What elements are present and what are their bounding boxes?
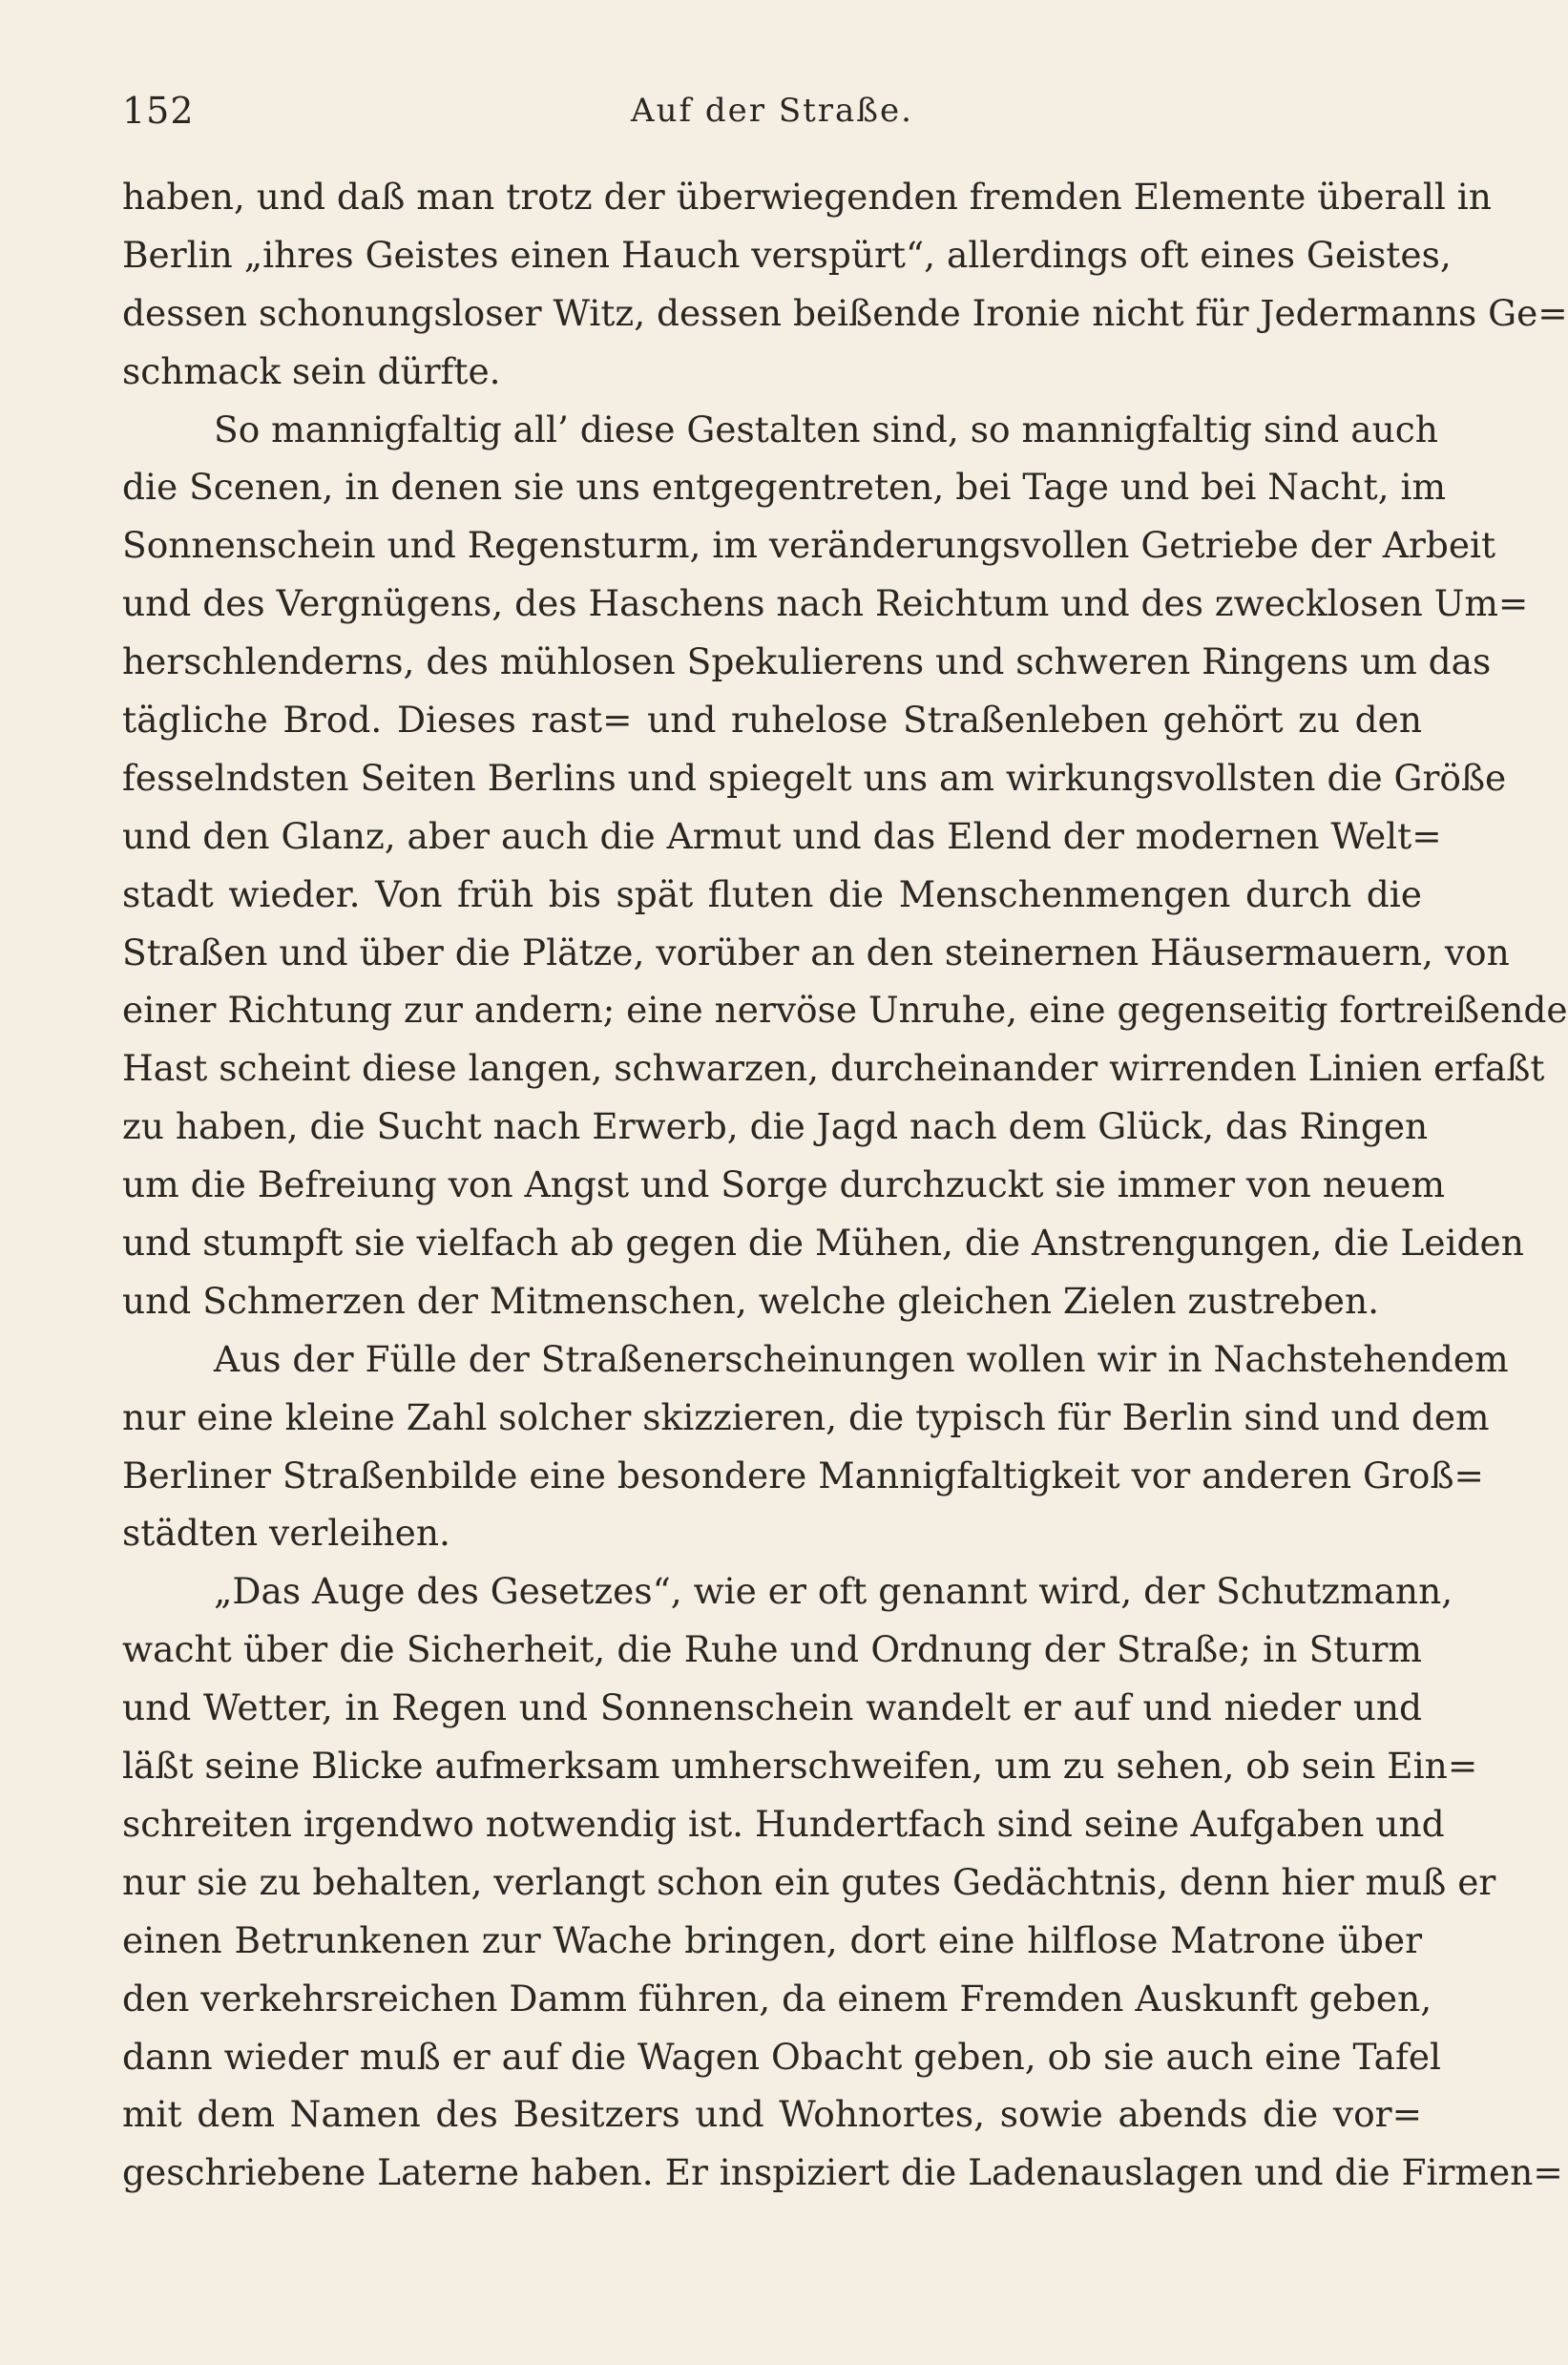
text-line: und stumpft sie vielfach ab gegen die Mühen, die Anstrengungen, die Leiden (122, 1222, 1524, 1265)
text-line: und Schmerzen der Mitmenschen, welche gleichen Zielen zustreben. (122, 1279, 1380, 1322)
text-line: und des Vergnügens, des Haschens nach Reichtum und des zwecklosen Um= (122, 582, 1529, 625)
text-line: dann wieder muß er auf die Wagen Obacht geben, ob sie auch eine Tafel (122, 2035, 1442, 2078)
text-line: Hast scheint diese langen, schwarzen, durcheinander wirrenden Linien erfaßt (122, 1047, 1545, 1090)
text-line: tägliche Brod. Dieses rast= und ruhelose Straßenleben gehört zu den (122, 699, 1422, 742)
text-line: Straßen und über die Plätze, vorüber an den steinernen Häusermauern, von (122, 931, 1510, 973)
text-line: um die Befreiung von Angst und Sorge durchzuckt sie immer von neuem (122, 1163, 1445, 1206)
text-line: läßt seine Blicke aufmerksam umherschweifen, um zu sehen, ob sein Ein= (122, 1745, 1478, 1788)
text-line: fesselndsten Seiten Berlins und spiegelt uns am wirkungsvollsten die Größe (122, 756, 1507, 799)
text-line: und Wetter, in Regen und Sonnenschein wandelt er auf und nieder und (122, 1686, 1422, 1729)
text-line: einer Richtung zur andern; eine nervöse Unruhe, eine gegenseitig fortreißende (122, 989, 1568, 1032)
text-line: Aus der Fülle der Straßenerscheinungen wollen wir in Nachstehendem (214, 1337, 1509, 1380)
text-line: „Das Auge des Gesetzes“, wie er oft genannt wird, der Schutzmann, (214, 1570, 1453, 1613)
text-line: den verkehrsreichen Damm führen, da einem Fremden Auskunft geben, (122, 1977, 1432, 2020)
text-line: einen Betrunkenen zur Wache bringen, dort eine hilflose Matrone über (122, 1918, 1422, 1961)
text-line: So mannigfaltig all’ diese Gestalten sind, so mannigfaltig sind auch (214, 408, 1438, 450)
text-line: die Scenen, in denen sie uns entgegentreten, bei Tage und bei Nacht, im (122, 466, 1447, 509)
text-line: haben, und daß man trotz der überwiegenden fremden Elemente überall in (122, 176, 1492, 218)
page-number: 152 (122, 90, 195, 132)
text-line: wacht über die Sicherheit, die Ruhe und Ordnung der Straße; in Sturm (122, 1628, 1422, 1671)
text-line: schreiten irgendwo notwendig ist. Hundertfach sind seine Aufgaben und (122, 1802, 1445, 1845)
text-line: städten verleihen. (122, 1512, 450, 1555)
text-line: stadt wieder. Von früh bis spät fluten die Menschenmengen durch die (122, 872, 1422, 915)
text-line: Berliner Straßenbilde eine besondere Mannigfaltigkeit vor anderen Groß= (122, 1454, 1484, 1496)
running-head: Auf der Straße. (631, 92, 913, 130)
text-line: mit dem Namen des Besitzers und Wohnortes, sowie abends die vor= (122, 2093, 1422, 2136)
text-line: nur eine kleine Zahl solcher skizzieren, die typisch für Berlin sind und dem (122, 1395, 1490, 1438)
text-line: dessen schonungsloser Witz, dessen beißende Ironie nicht für Jedermanns Ge= (122, 291, 1568, 334)
text-line: geschriebene Laterne haben. Er inspiziert die Ladenauslagen und die Firmen= (122, 2151, 1563, 2194)
text-line: schmack sein dürfte. (122, 349, 501, 392)
page-header (122, 82, 1422, 139)
text-line: Sonnenschein und Regensturm, im veränderungsvollen Getriebe der Arbeit (122, 524, 1496, 567)
text-line: herschlenderns, des mühlosen Spekulierens und schweren Ringens um das (122, 640, 1492, 683)
text-line: Berlin „ihres Geistes einen Hauch verspürt“, allerdings oft eines Geistes, (122, 233, 1452, 276)
text-line: nur sie zu behalten, verlangt schon ein gutes Gedächtnis, denn hier muß er (122, 1860, 1496, 1903)
text-line: und den Glanz, aber auch die Armut und das Elend der modernen Welt= (122, 814, 1442, 857)
body-text (122, 168, 1568, 2202)
text-line: zu haben, die Sucht nach Erwerb, die Jagd nach dem Glück, das Ringen (122, 1105, 1429, 1148)
